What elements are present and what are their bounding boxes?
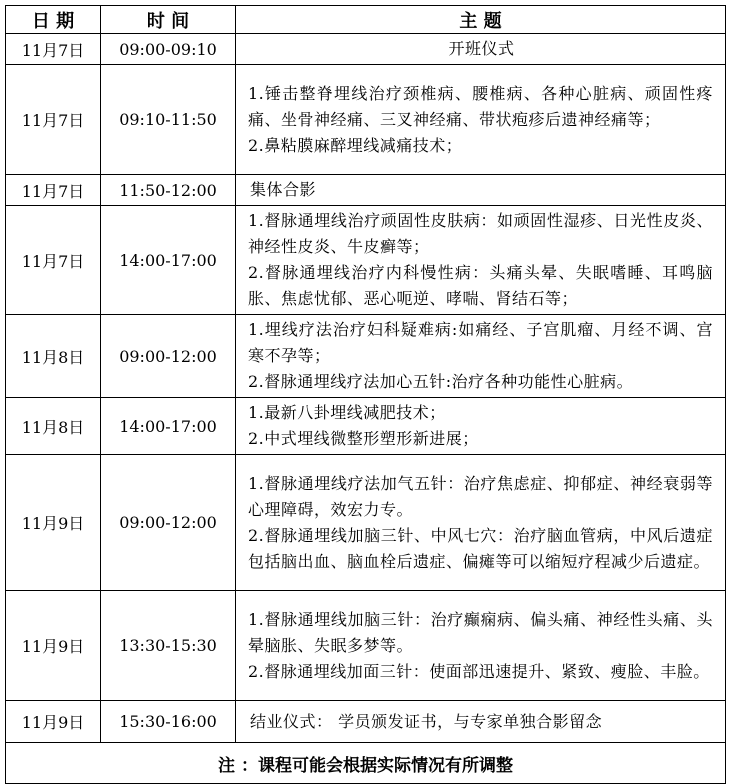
- table-row: [6, 315, 726, 398]
- row-topic: [236, 591, 726, 701]
- row-date: 11月9日: [6, 701, 101, 743]
- topic-item: 开班仪式: [448, 39, 515, 58]
- row-time: 09:00-12:00: [101, 315, 236, 398]
- row-date: 11月7日: [6, 175, 101, 206]
- row-time: 09:00-12:00: [101, 455, 236, 591]
- table-row: [6, 398, 726, 455]
- topic-item: 1.督脉通埋线加脑三针：治疗癫痫病、偏头痛、神经性头痛、头晕脑胀、失眠多梦等。: [248, 609, 713, 655]
- row-topic: [236, 398, 726, 455]
- topic-item: 2.鼻粘膜麻醉埋线减痛技术；: [248, 135, 463, 155]
- header-topic: 主 题: [236, 6, 726, 34]
- table-row: [6, 455, 726, 591]
- row-time: 09:10-11:50: [101, 65, 236, 175]
- topic-item: 1.最新八卦埋线减肥技术；: [248, 403, 446, 422]
- header-time: 时 间: [101, 6, 236, 34]
- topic-item: 2.督脉通埋线治疗内科慢性病：头痛头晕、失眠嗜睡、耳鸣脑胀、焦虑忧郁、恶心呃逆、哮喘、肾结石等；: [248, 263, 713, 308]
- row-date: 11月8日: [6, 315, 101, 398]
- row-time: 09:00-09:10: [101, 34, 236, 65]
- row-time: 15:30-16:00: [101, 701, 236, 743]
- topic-item: 1.锤击整脊埋线治疗颈椎病、腰椎病、各种心脏病、顽固性疼痛、坐骨神经痛、三叉神经痛、带状疱疹后遗神经痛等；: [248, 83, 713, 129]
- note-text: 注 ：课程可能会根据实际情况有所调整: [6, 743, 726, 784]
- table-row: [6, 701, 726, 743]
- row-date: 11月7日: [6, 206, 101, 315]
- table-row: [6, 591, 726, 701]
- row-topic: [236, 175, 726, 206]
- topic-item: 2.督脉通埋线加面三针：使面部迅速提升、紧致、瘦脸、丰脸。: [248, 661, 710, 681]
- row-topic: [236, 701, 726, 743]
- table-row: [6, 175, 726, 206]
- header-date: 日 期: [6, 6, 101, 34]
- topic-item: 1.督脉通埋线治疗顽固性皮肤病：如顽固性湿疹、日光性皮炎、神经性皮炎、牛皮癣等；: [248, 211, 713, 256]
- topic-item: 2.督脉通埋线疗法加心五针:治疗各种功能性心脏病。: [248, 372, 634, 391]
- topic-item: 1.埋线疗法治疗妇科疑难病:如痛经、子宫肌瘤、月经不调、宫寒不孕等；: [248, 320, 713, 365]
- row-topic: [236, 65, 726, 175]
- row-time: 13:30-15:30: [101, 591, 236, 701]
- row-topic: [236, 315, 726, 398]
- row-topic: [236, 455, 726, 591]
- header-row: [6, 6, 726, 34]
- topic-item: 1.督脉通埋线疗法加气五针：治疗焦虑症、抑郁症、神经衰弱等心理障碍，效宏力专。: [248, 473, 713, 519]
- row-date: 11月7日: [6, 65, 101, 175]
- topic-item: 集体合影: [250, 180, 317, 199]
- row-date: 11月8日: [6, 398, 101, 455]
- row-time: 11:50-12:00: [101, 175, 236, 206]
- row-date: 11月9日: [6, 455, 101, 591]
- topic-item: 2.督脉通埋线加脑三针、中风七穴：治疗脑血管病，中风后遗症包括脑出血、脑血栓后遗症、偏瘫等可以缩短疗程减少后遗症。: [248, 525, 713, 571]
- row-topic: [236, 206, 726, 315]
- row-time: 14:00-17:00: [101, 398, 236, 455]
- table-row: [6, 34, 726, 65]
- row-date: 11月7日: [6, 34, 101, 65]
- row-date: 11月9日: [6, 591, 101, 701]
- note-row: [6, 743, 726, 784]
- topic-item: 结业仪式： 学员颁发证书，与专家单独合影留念: [250, 711, 603, 731]
- row-topic: [236, 34, 726, 65]
- schedule-table: [5, 5, 726, 784]
- topic-item: 2.中式埋线微整形塑形新进展；: [248, 429, 479, 448]
- table-row: [6, 65, 726, 175]
- row-time: 14:00-17:00: [101, 206, 236, 315]
- table-row: [6, 206, 726, 315]
